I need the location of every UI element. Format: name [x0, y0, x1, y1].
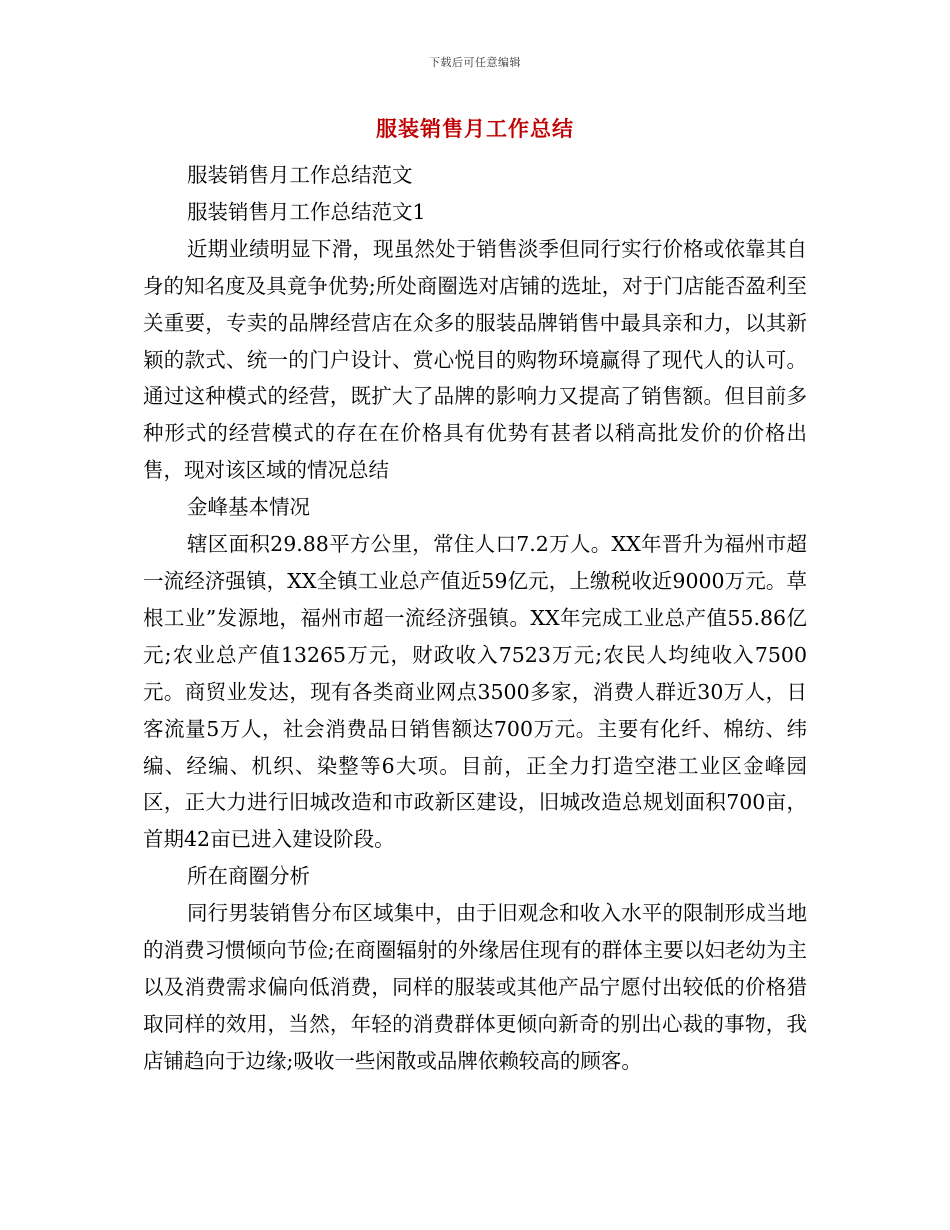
analysis-paragraph: 同行男装销售分布区域集中，由于旧观念和收入水平的限制形成当地的消费习惯倾向节俭;在商圈辐射的外缘居住现有的群体主要以妇老幼为主以及消费需求偏向低消费，同样的服装或其他产品宁愿付出较低的价格猎取同样的效用，当然，年轻的消费群体更倾向新奇的别出心裁的事物，我店铺趋向于边缘;吸收一些闲散或品牌依赖较高的顾客。	[143, 901, 807, 1073]
document-title: 服装销售月工作总结	[376, 117, 574, 141]
intro-paragraph: 近期业绩明显下滑，现虽然处于销售淡季但同行实行价格或依靠其自身的知名度及具竟争优势;所处商圈选对店铺的选址，对于门店能否盈利至关重要，专卖的品牌经营店在众多的服装品牌销售中最具亲和力，以其新颖的款式、统一的门户设计、赏心悦目的购物环境赢得了现代人的认可。通过这种模式的经营，既扩大了品牌的影响力又提高了销售额。但目前多种形式的经营模式的存在在价格具有优势有甚者以稍高批发价的价格出售，现对该区域的情况总结	[143, 236, 807, 483]
basic-info-paragraph: 辖区面积29.88平方公里，常住人口7.2万人。XX年晋升为福州市超一流经济强镇，XX全镇工业总产值近59亿元，上缴税收近9000万元。草根工业”发源地，福州市超一流经济强镇。XX年完成工业总产值55.86亿元;农业总产值13265万元，财政收入7523万元;农民人均纯收入7500元。商贸业发达，现有各类商业网点3500多家，消费人群近30万人，日客流量5万人，社会消费品日销售额达700万元。主要有化纤、棉纺、纬编、经编、机织、染整等6大项。目前，正全力打造空港工业区金峰园区，正大力进行旧城改造和市政新区建设，旧城改造总规划面积700亩，首期42亩已进入建设阶段。	[143, 532, 807, 852]
section-heading: 服装销售月工作总结范文1	[187, 199, 426, 224]
document-body	[143, 157, 807, 1080]
section-heading: 所在商圈分析	[187, 864, 310, 889]
section-heading: 金峰基本情况	[187, 495, 310, 520]
subtitle-paragraph: 服装销售月工作总结范文	[187, 163, 413, 187]
header-note: 下载后可任意编辑	[429, 56, 521, 69]
